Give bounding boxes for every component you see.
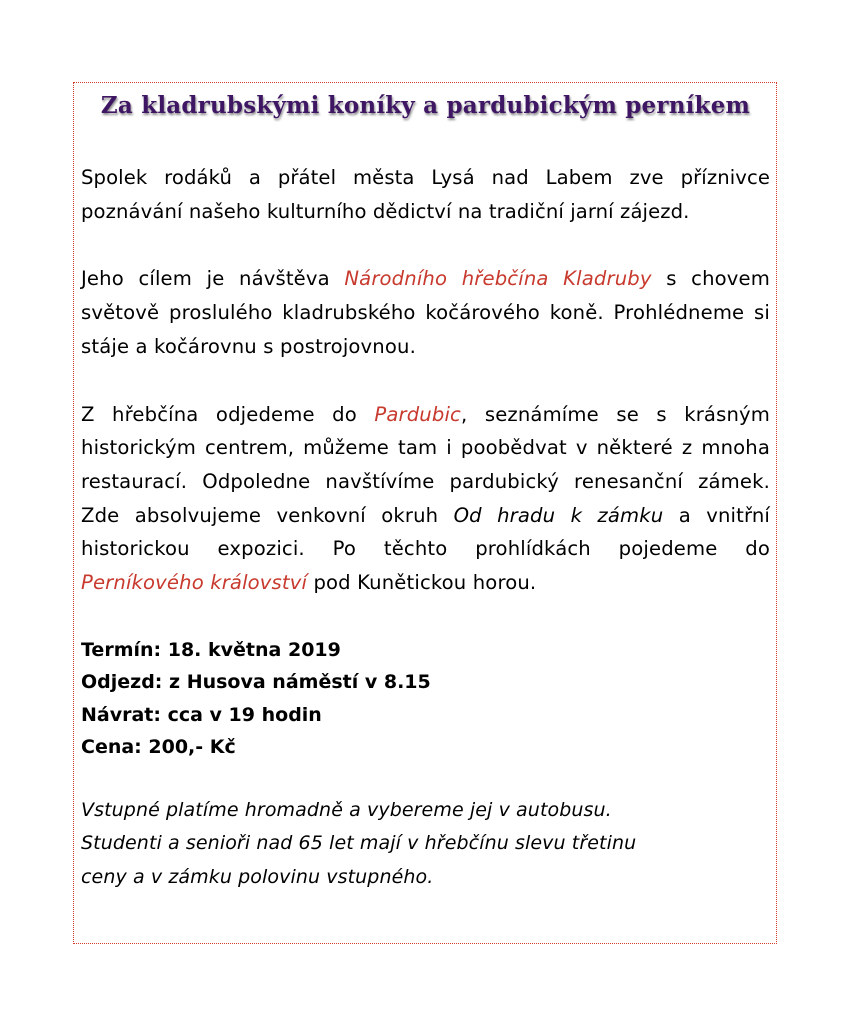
goal-paragraph: [81, 262, 770, 363]
program-text-3: a vnitřní historickou expozici. Po těchto prohlídkách pojedeme do: [81, 503, 770, 561]
program-italic-route: Od hradu k zámku: [453, 503, 664, 527]
goal-text-before: Jeho cílem je návštěva: [81, 267, 345, 291]
program-text-1: Z hřebčína odjedeme do: [81, 402, 375, 426]
detail-return: Návrat: cca v 19 hodin: [81, 703, 322, 726]
program-highlight-pardubice: Pardubic: [374, 402, 461, 426]
goal-highlight-kladruby: Národního hřebčína Kladruby: [344, 267, 652, 291]
program-text-2: , seznámíme se s krásným historickým centrem, můžeme tam i poobědvat v některé z mnoha restaurací. Odpoledne navštívíme pardubický renesanční zámek. Zde absolvujeme venkovní okruh: [81, 402, 770, 527]
program-paragraph: [81, 398, 770, 600]
note-line-1: Vstupné platíme hromadně a vybereme jej v autobusu.: [81, 798, 612, 821]
detail-departure: Odjezd: z Husova náměstí v 8.15: [81, 671, 431, 694]
page-title: Za kladrubskými koníky a pardubickým perníkem: [100, 92, 751, 119]
goal-text-after: s chovem světově proslulého kladrubského kočárového koně. Prohlédneme si stáje a kočárovnu s postrojovnou.: [81, 267, 770, 358]
admission-note: [81, 794, 770, 895]
program-text-4: pod Kunětickou horou.: [307, 571, 537, 595]
intro-paragraph: Spolek rodáků a přátel města Lysá nad Labem zve příznivce poznávání našeho kulturního dědictví na tradiční jarní zájezd.: [81, 166, 770, 223]
program-highlight-gingerbread: Perníkového království: [81, 571, 308, 595]
detail-price: Cena: 200,- Kč: [81, 736, 236, 759]
note-line-3: ceny a v zámku polovinu vstupného.: [81, 865, 434, 888]
trip-details: [81, 634, 770, 764]
detail-term: Termín: 18. května 2019: [81, 638, 341, 661]
note-line-2: Studenti a senioři nad 65 let mají v hřebčínu slevu třetinu: [81, 832, 637, 855]
document-body: [81, 161, 770, 894]
